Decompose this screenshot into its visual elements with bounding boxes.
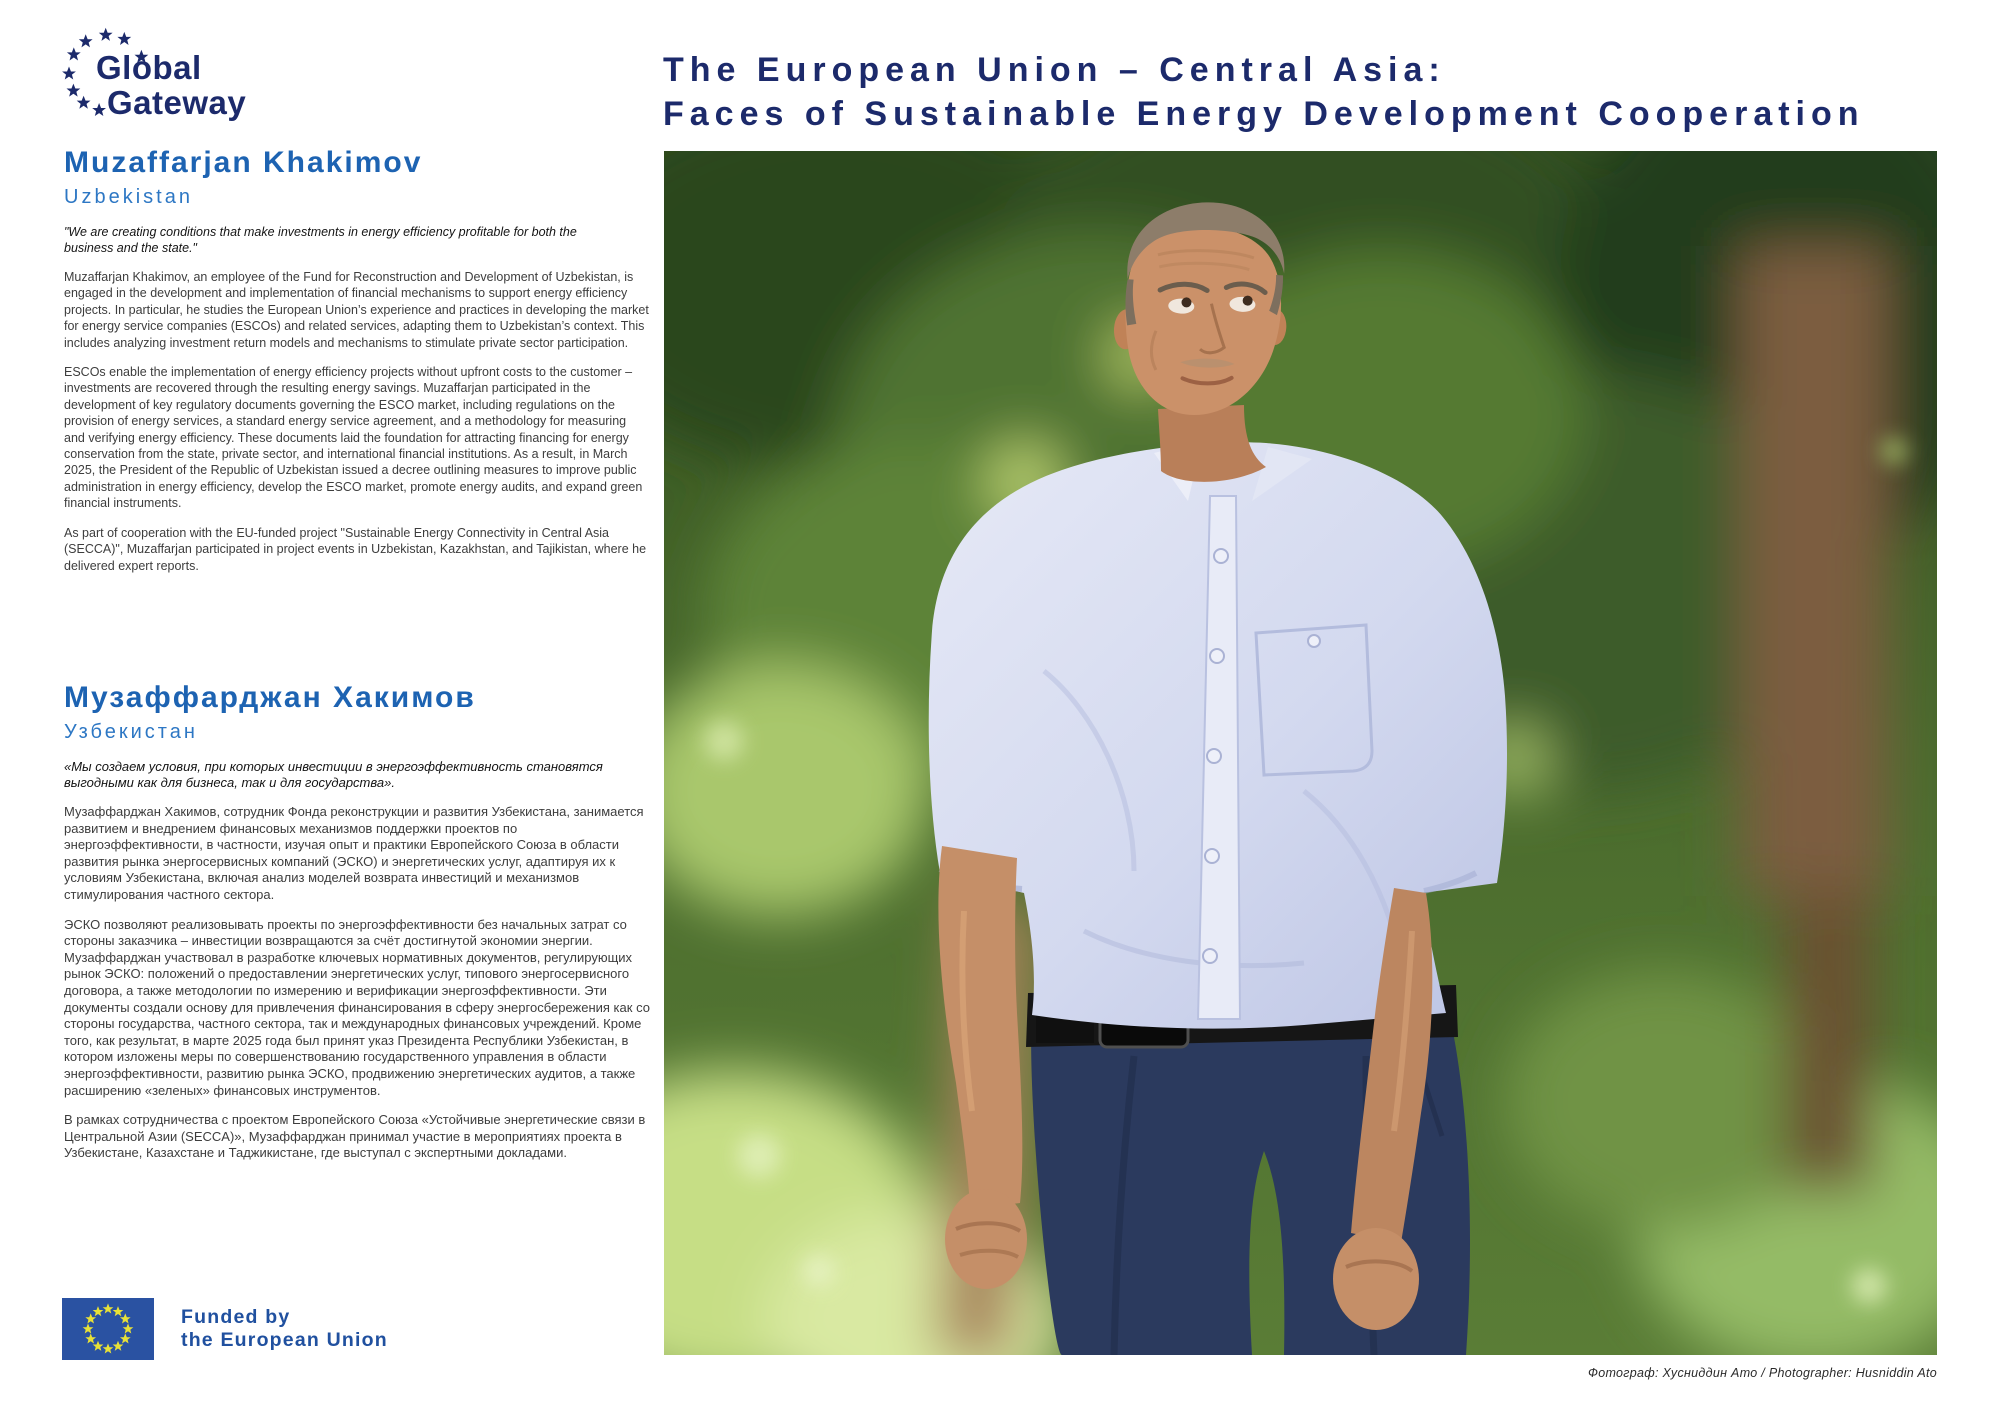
person-quote-ru: «Мы создаем условия, при которых инвестиции в энергоэффективность становятся выгодными как для бизнеса, так и для государства». <box>64 759 603 790</box>
funded-by-eu-text <box>181 1306 388 1352</box>
portrait-photo-illustration <box>664 151 1937 1355</box>
funded-by-line-1: Funded by <box>181 1306 291 1328</box>
paragraph-en-1: Muzaffarjan Khakimov, an employee of the Fund for Reconstruction and Development of Uzbekistan, is engaged in the development and implementation of financial mechanisms to support energy efficiency projects. In particular, he studies the European Union’s experience and practices in developing the market for energy service companies (ESCOs) and related services, adapting them to Uzbekistan’s context. This includes analyzing investment return models and mechanisms to stimulate private sector participation. <box>64 270 649 350</box>
person-quote-en: "We are creating conditions that make investments in energy efficiency profitable for both the business and the state." <box>64 225 577 255</box>
paragraph-en-3: As part of cooperation with the EU-funded project "Sustainable Energy Connectivity in Central Asia (SECCA)", Muzaffarjan participated in project events in Uzbekistan, Kazakhstan, and Tajikistan, where he delivered expert reports. <box>64 525 647 573</box>
global-gateway-word-1: Global <box>96 49 202 86</box>
global-gateway-logo <box>50 10 340 125</box>
person-name-en: Muzaffarjan Khakimov <box>64 146 423 179</box>
paragraph-ru-3: В рамках сотрудничества с проектом Европейского Союза «Устойчивые энергетические связи в Центральной Азии (SECCA)», Музаффарджан принимал участие в мероприятиях проекта в Узбекистане, Казахстане и Таджикистане, где выступал с экспертными докладами. <box>64 1112 646 1161</box>
funded-by-line-2: the European Union <box>181 1329 388 1351</box>
funded-by-eu-logo <box>62 1298 388 1360</box>
portrait-photo <box>664 151 1937 1355</box>
paragraph-ru-1: Музаффарджан Хакимов, сотрудник Фонда реконструкции и развития Узбекистана, занимается развитием и внедрением финансовых механизмов поддержки проектов по энергоэффективности, в частности, изучая опыт и практики Европейского Союза в области развития рынка энергосервисных компаний (ЭСКО) и энергетических услуг, адаптируя их к условиям Узбекистана, включая анализ моделей возврата инвестиций и механизмов стимулирования частного сектора. <box>64 804 644 902</box>
person-country-ru: Узбекистан <box>64 721 198 743</box>
person-name-ru: Музаффарджан Хакимов <box>64 681 476 714</box>
page-title-line-2: Faces of Sustainable Energy Development Cooperation <box>663 95 1865 133</box>
page-title <box>663 48 1953 136</box>
paragraph-en-2: ESCOs enable the implementation of energy efficiency projects without upfront costs to the customer – investments are recovered through the resulting energy savings. Muzaffarjan participated in the development of key regulatory documents governing the ESCO market, including regulations on the provision of energy services, a standard energy service agreement, and a methodology for measuring and verifying energy efficiency. These documents laid the foundation for attracting financing for energy conservation from the state, private sector, and international financial institutions. As a result, in March 2025, the President of the Republic of Uzbekistan issued a decree outlining measures to improve public administration in energy efficiency, develop the ESCO market, promote energy audits, and expand green financial instruments. <box>64 365 643 511</box>
global-gateway-word-2: Gateway <box>107 84 247 121</box>
photo-credit: Фотограф: Хусниддин Ато / Photographer: Husniddin Ato <box>1587 1366 1937 1380</box>
page-title-line-1: The European Union – Central Asia: <box>663 51 1446 89</box>
profile-section-russian <box>64 681 650 1162</box>
global-gateway-wordmark <box>96 50 246 120</box>
profile-section-english <box>64 146 650 574</box>
paragraph-ru-2: ЭСКО позволяют реализовывать проекты по энергоэффективности без начальных затрат со стороны заказчика – инвестиции возвращаются за счёт достигнутой экономии энергии. Музаффарджан участвовал в разработке ключевых нормативных документов, регулирующих рынок ЭСКО: положений о предоставлении энергетических услуг, типового энергосервисного договора, а также методологии по измерению и верификации энергоэффективности. Эти документы создали основу для привлечения финансирования в сферу энергосбережения как со стороны государства, частного сектора, так и международных финансовых учреждений. Кроме того, как результат, в марте 2025 года был принят указ Президента Республики Узбекистан, в котором изложены меры по совершенствованию государственного управления в области энергоэффективности, развитию рынка ЭСКО, продвижению энергетических аудитов, а также расширению «зеленых» финансовых инструментов. <box>64 916 650 1098</box>
person-country-en: Uzbekistan <box>64 186 193 208</box>
eu-flag-icon <box>62 1298 154 1360</box>
